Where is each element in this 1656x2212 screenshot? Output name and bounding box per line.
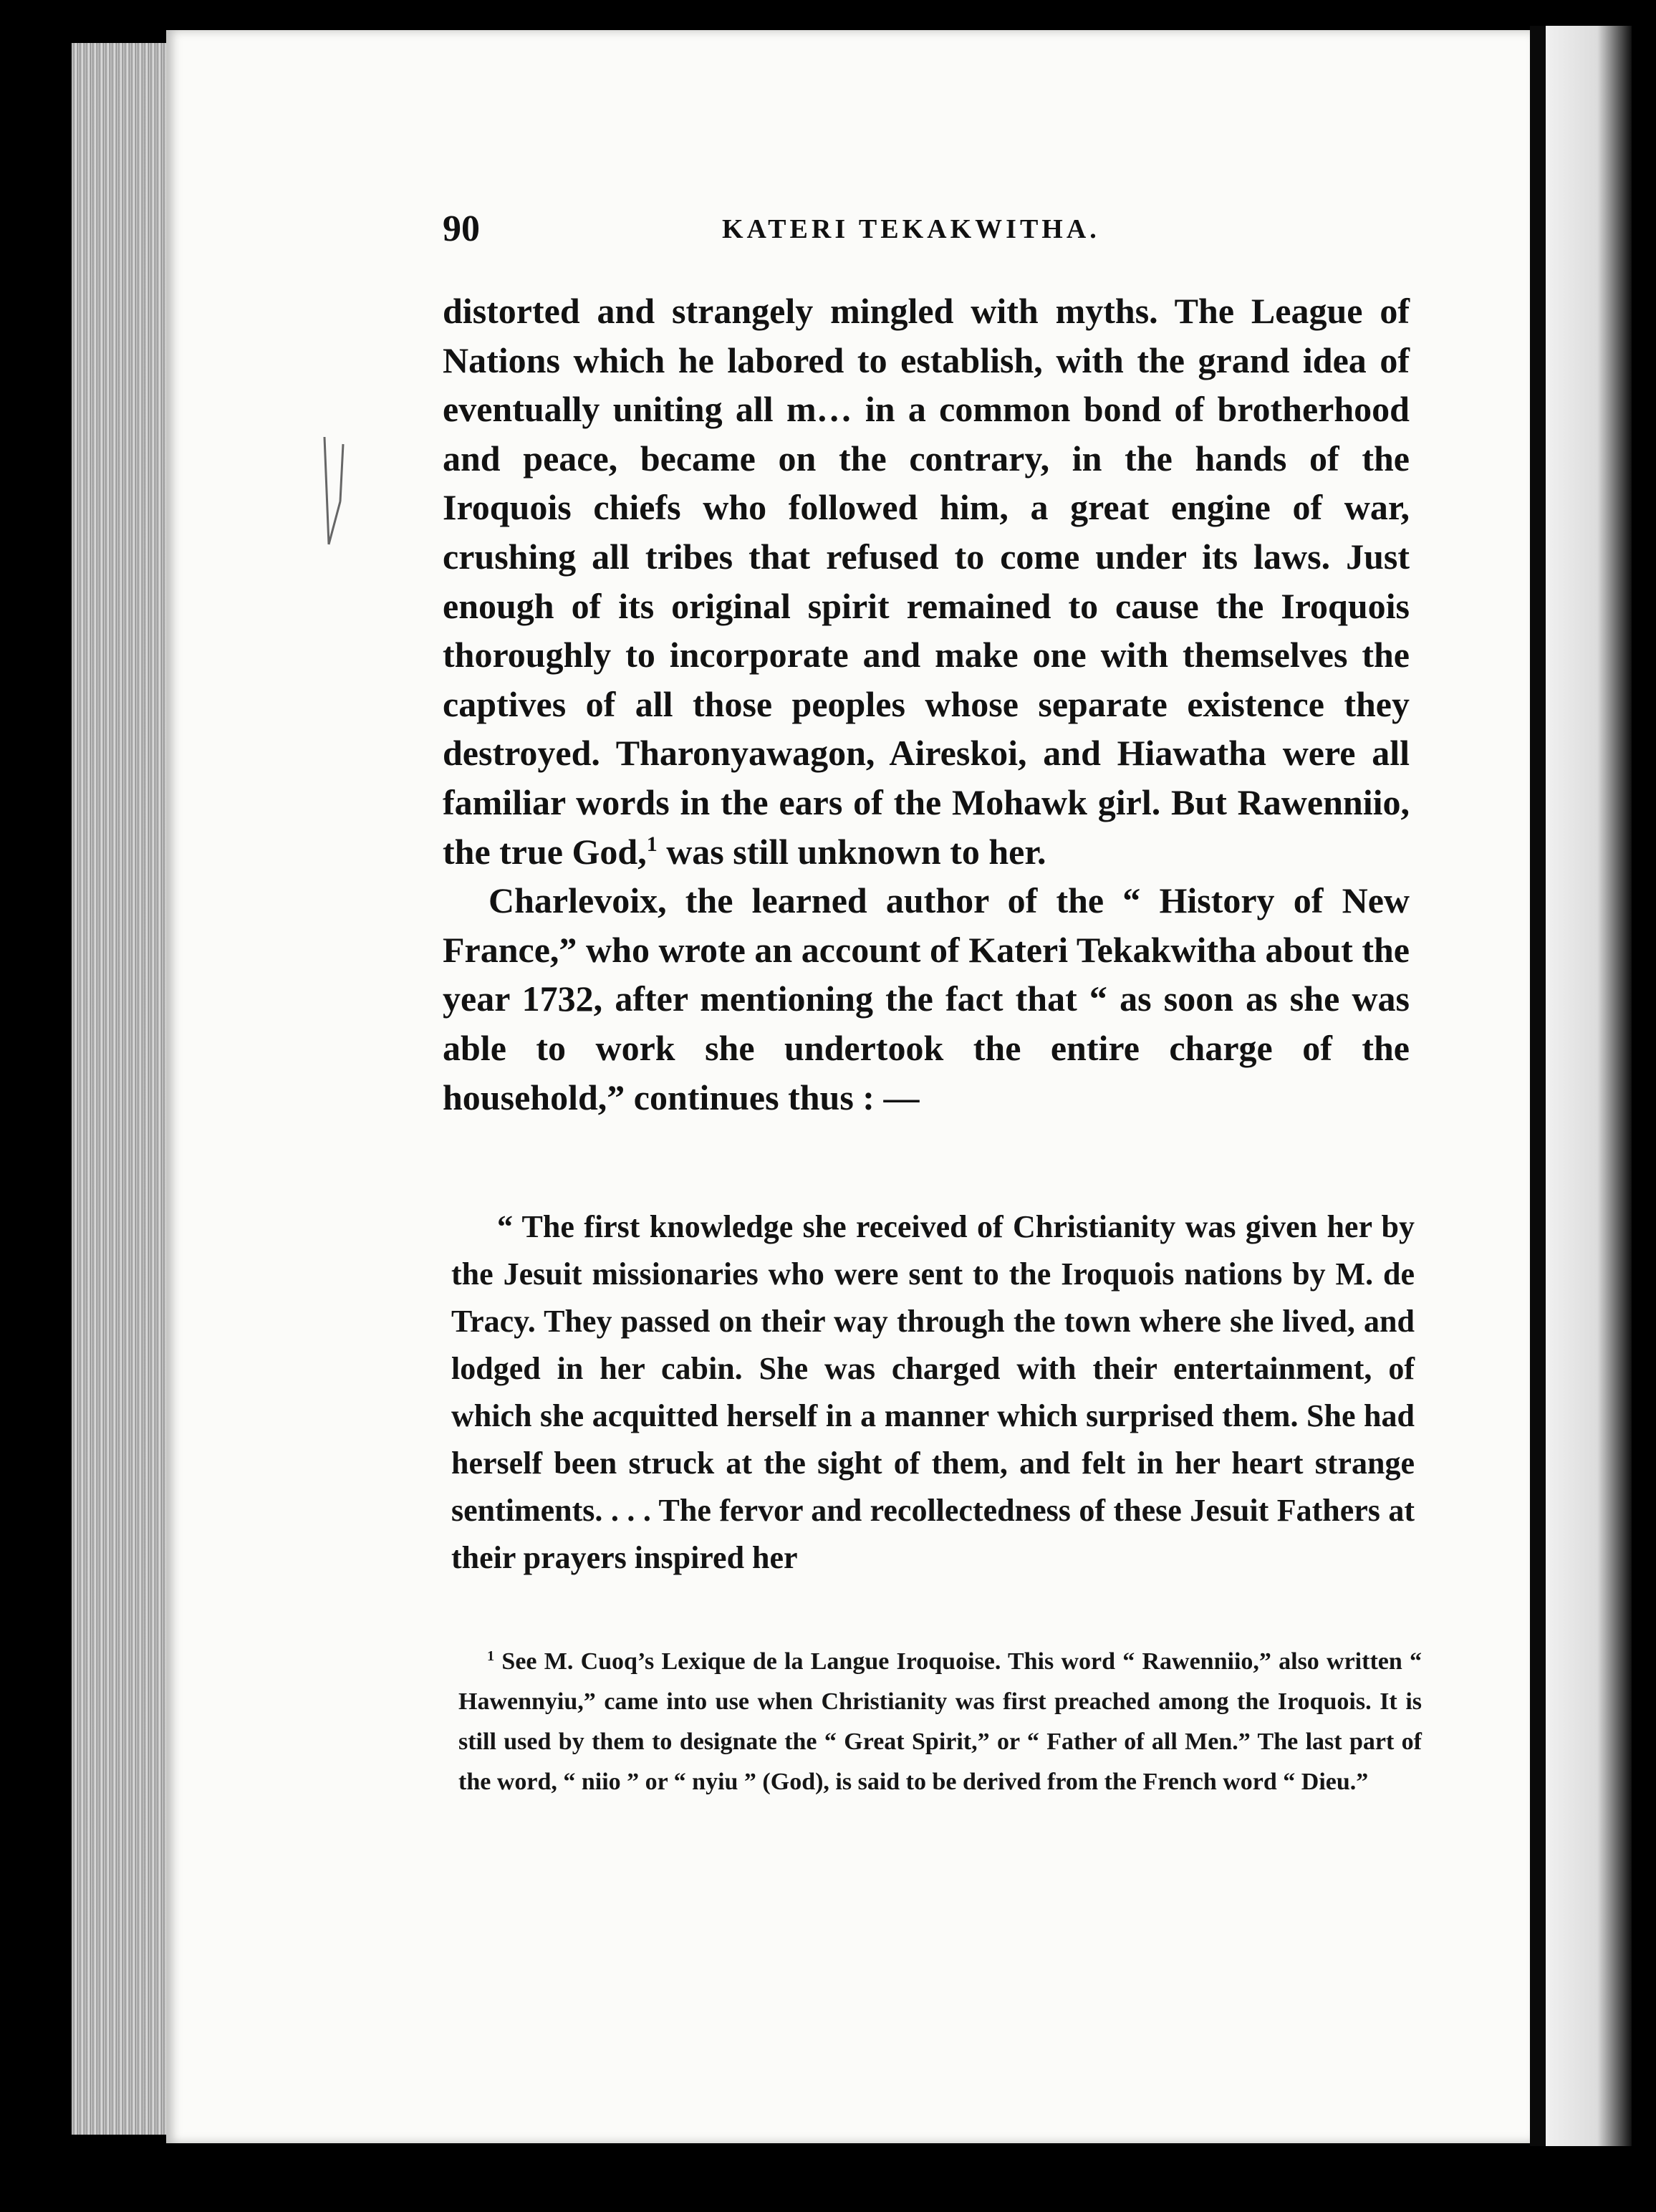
page-number: 90 (443, 208, 480, 249)
running-head (443, 208, 1417, 251)
footnote-paragraph (458, 1642, 1422, 1802)
footnote-marker: 1 (487, 1648, 495, 1664)
facing-page-strip (1546, 26, 1632, 2146)
pencil-mark-icon (319, 430, 347, 552)
quotation-text: “ The first knowledge she received of Christianity was given her by the Jesuit missionaries who were sent to the Iroquois nations by M. de Tracy. They passed on their way through the town where she lived, and lodged in her cabin. She was charged with their entertainment, of which she acquitted herself in a manner which surprised them. She had herself been struck at the sight of them, and felt in her heart strange sentiments. . . . The fervor and recollectedness of these Jesuit Fathers at their prayers inspired her (451, 1209, 1415, 1575)
paragraph-1 (443, 287, 1410, 876)
body-text (443, 287, 1410, 1122)
footnote-ref: 1 (646, 832, 658, 856)
quotation-block (451, 1203, 1415, 1582)
footnote-text: See M. Cuoq’s Lexique de la Langue Iroquoise. This word “ Rawenniio,” also written “ Hawennyiu,” came into use when Christianity was first preached among the Iroquois. It is still used by them to designate the “ Great Spirit,” or “ Father of all Men.” The last part of the word, “ niio ” or “ nyiu ” (God), is said to be derived from the French word “ Dieu.” (458, 1648, 1422, 1795)
footnote (458, 1642, 1422, 1802)
paragraph-1-text: distorted and strangely mingled with myths. The League of Nations which he labored to establish, with the grand idea of eventually uniting all m… in a common bond of brotherhood and peace, became on the contrary, in the hands of the Iroquois chiefs who followed him, a great engine of war, crushing all tribes that refused to come under its laws. Just enough of its original spirit remained to cause the Iroquois thoroughly to incorporate and make one with themselves the captives of all those peoples whose separate existence they destroyed. Tharonyawagon, Aireskoi, and Hiawatha were all familiar words in the ears of the Mohawk girl. But Rawenniio, the true God, (443, 291, 1410, 872)
paragraph-2: Charlevoix, the learned author of the “ History of New France,” who wrote an account of Kateri Tekakwitha about the year 1732, after mentioning the fact that “ as soon as she was able to work she undertook the entire charge of the household,” continues thus : — (443, 880, 1410, 1117)
gutter-shadow (1530, 26, 1546, 2146)
paragraph-1-end: was still unknown to her. (657, 831, 1046, 872)
page-edge-stack (72, 43, 179, 2135)
running-title: KATERI TEKAKWITHA. (722, 214, 1100, 244)
